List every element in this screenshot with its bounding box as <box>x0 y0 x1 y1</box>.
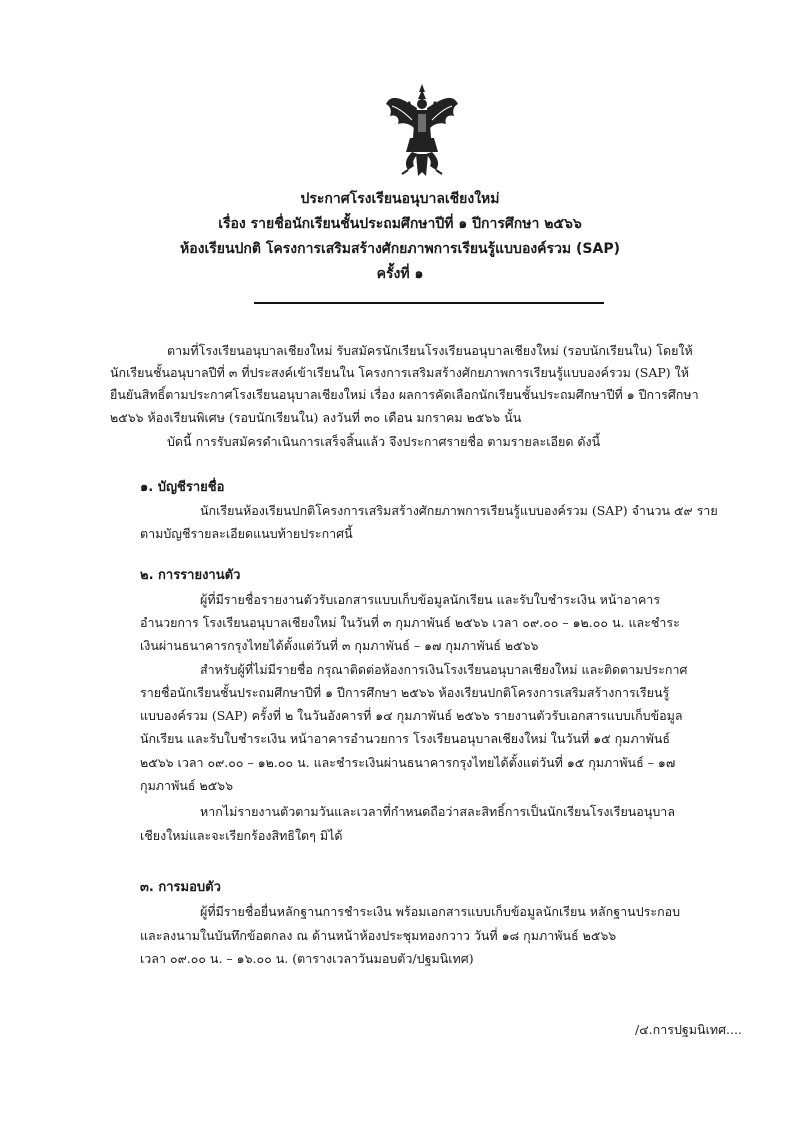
section-3-line: เวลา ๐๙.๐๐ น. – ๑๖.๐๐ น. (ตารางเวลาวันมอบตัว/ปฐมนิเทศ) <box>140 951 474 966</box>
section-2-line: ๒๕๖๖ เวลา ๐๙.๐๐ – ๑๒.๐๐ น. และชำระเงินผ่านธนาคารกรุงไทยได้ตั้งแต่วันที่ ๑๕ กุมภาพันธ์ – ๑๗ <box>140 755 676 770</box>
section-3-line: ผู้ที่มีรายชื่อยื่นหลักฐานการชำระเงิน พร้อมเอกสารแบบเก็บข้อมูลนักเรียน หลักฐานประกอบ <box>200 904 681 919</box>
announcement-subject: เรื่อง รายชื่อนักเรียนชั้นประถมศึกษาปีที่ ๑ ปีการศึกษา ๒๕๖๖ <box>218 216 582 232</box>
announcement-round: ครั้งที่ ๑ <box>376 266 424 282</box>
section-1-line: ตามบัญชีรายละเอียดแนบท้ายประกาศนี้ <box>140 526 353 541</box>
section-1-line: นักเรียนห้องเรียนปกติโครงการเสริมสร้างศักยภาพการเรียนรู้แบบองค์รวม (SAP) จำนวน ๕๙ ราย <box>200 503 718 518</box>
section-2-line: เชียงใหม่และจะเรียกร้องสิทธิใดๆ มิได้ <box>140 828 343 843</box>
announcement-title: ประกาศโรงเรียนอนุบาลเชียงใหม่ <box>300 191 500 207</box>
section-2-line: สำหรับผู้ที่ไม่มีรายชื่อ กรุณาติดต่อห้องการเงินโรงเรียนอนุบาลเชียงใหม่ และติดตามประกาศ <box>200 662 688 677</box>
intro-line: นักเรียนชั้นอนุบาลปีที่ ๓ ที่ประสงค์เข้าเรียนใน โครงการเสริมสร้างศักยภาพการเรียนรู้แบบองค์รวม (SAP) ให้ <box>110 365 689 380</box>
section-2-line: เงินผ่านธนาคารกรุงไทยได้ตั้งแต่วันที่ ๓ กุมภาพันธ์ – ๑๗ กุมภาพันธ์ ๒๕๖๖ <box>140 638 539 653</box>
intro-line: ๒๕๖๖ ห้องเรียนพิเศษ (รอบนักเรียนใน) ลงวันที่ ๓๐ เดือน มกราคม ๒๕๖๖ นั้น <box>110 410 522 425</box>
section-2-line: นักเรียน และรับใบชำระเงิน หน้าอาคารอำนวยการ โรงเรียนอนุบาลเชียงใหม่ ในวันที่ ๑๕ กุมภาพันธ์ <box>140 731 671 746</box>
section-2-line: แบบองค์รวม (SAP) ครั้งที่ ๒ ในวันอังคารที่ ๑๔ กุมภาพันธ์ ๒๕๖๖ รายงานตัวรับเอกสารแบบเก็บข้อมูล <box>140 708 683 723</box>
intro-line: บัดนี้ การรับสมัครดำเนินการเสร็จสิ้นแล้ว จึงประกาศรายชื่อ ตามรายละเอียด ดังนี้ <box>167 434 601 449</box>
garuda-emblem-icon <box>384 82 460 178</box>
intro-line: ตามที่โรงเรียนอนุบาลเชียงใหม่ รับสมัครนักเรียนโรงเรียนอนุบาลเชียงใหม่ (รอบนักเรียนใน) โดยให้ <box>167 343 693 358</box>
section-2-line: กุมภาพันธ์ ๒๕๖๖ <box>140 778 234 793</box>
section-2-line: รายชื่อนักเรียนชั้นประถมศึกษาปีที่ ๑ ปีการศึกษา ๒๕๖๖ ห้องเรียนปกติโครงการเสริมสร้างการเรียนรู้ <box>140 685 670 700</box>
section-2-line: อำนวยการ โรงเรียนอนุบาลเชียงใหม่ ในวันที่ ๓ กุมภาพันธ์ ๒๕๖๖ เวลา ๐๙.๐๐ – ๑๒.๐๐ น. และชำระ <box>140 615 680 630</box>
section-3-heading: ๓. การมอบตัว <box>140 880 221 895</box>
section-1-heading: ๑. บัญชีรายชื่อ <box>140 480 225 495</box>
section-2-line: หากไม่รายงานตัวตามวันและเวลาที่กำหนดถือว่าสละสิทธิ์การเป็นนักเรียนโรงเรียนอนุบาล <box>200 804 675 819</box>
section-3-line: และลงนามในบันทึกข้อตกลง ณ ด้านหน้าห้องประชุมทองกวาว วันที่ ๑๘ กุมภาพันธ์ ๒๕๖๖ <box>140 928 617 943</box>
section-2-line: ผู้ที่มีรายชื่อรายงานตัวรับเอกสารแบบเก็บข้อมูลนักเรียน และรับใบชำระเงิน หน้าอาคาร <box>200 592 661 607</box>
section-2-heading: ๒. การรายงานตัว <box>140 568 241 583</box>
intro-line: ยืนยันสิทธิ์ตามประกาศโรงเรียนอนุบาลเชียงใหม่ เรื่อง ผลการคัดเลือกนักเรียนชั้นประถมศึกษาปีที่ ๑ ปีการศึกษา <box>110 387 699 402</box>
continued-page-note: /๔.การปฐมนิเทศ.... <box>635 1022 742 1037</box>
announcement-program: ห้องเรียนปกติ โครงการเสริมสร้างศักยภาพการเรียนรู้แบบองค์รวม (SAP) <box>179 241 621 257</box>
title-divider <box>254 302 604 304</box>
